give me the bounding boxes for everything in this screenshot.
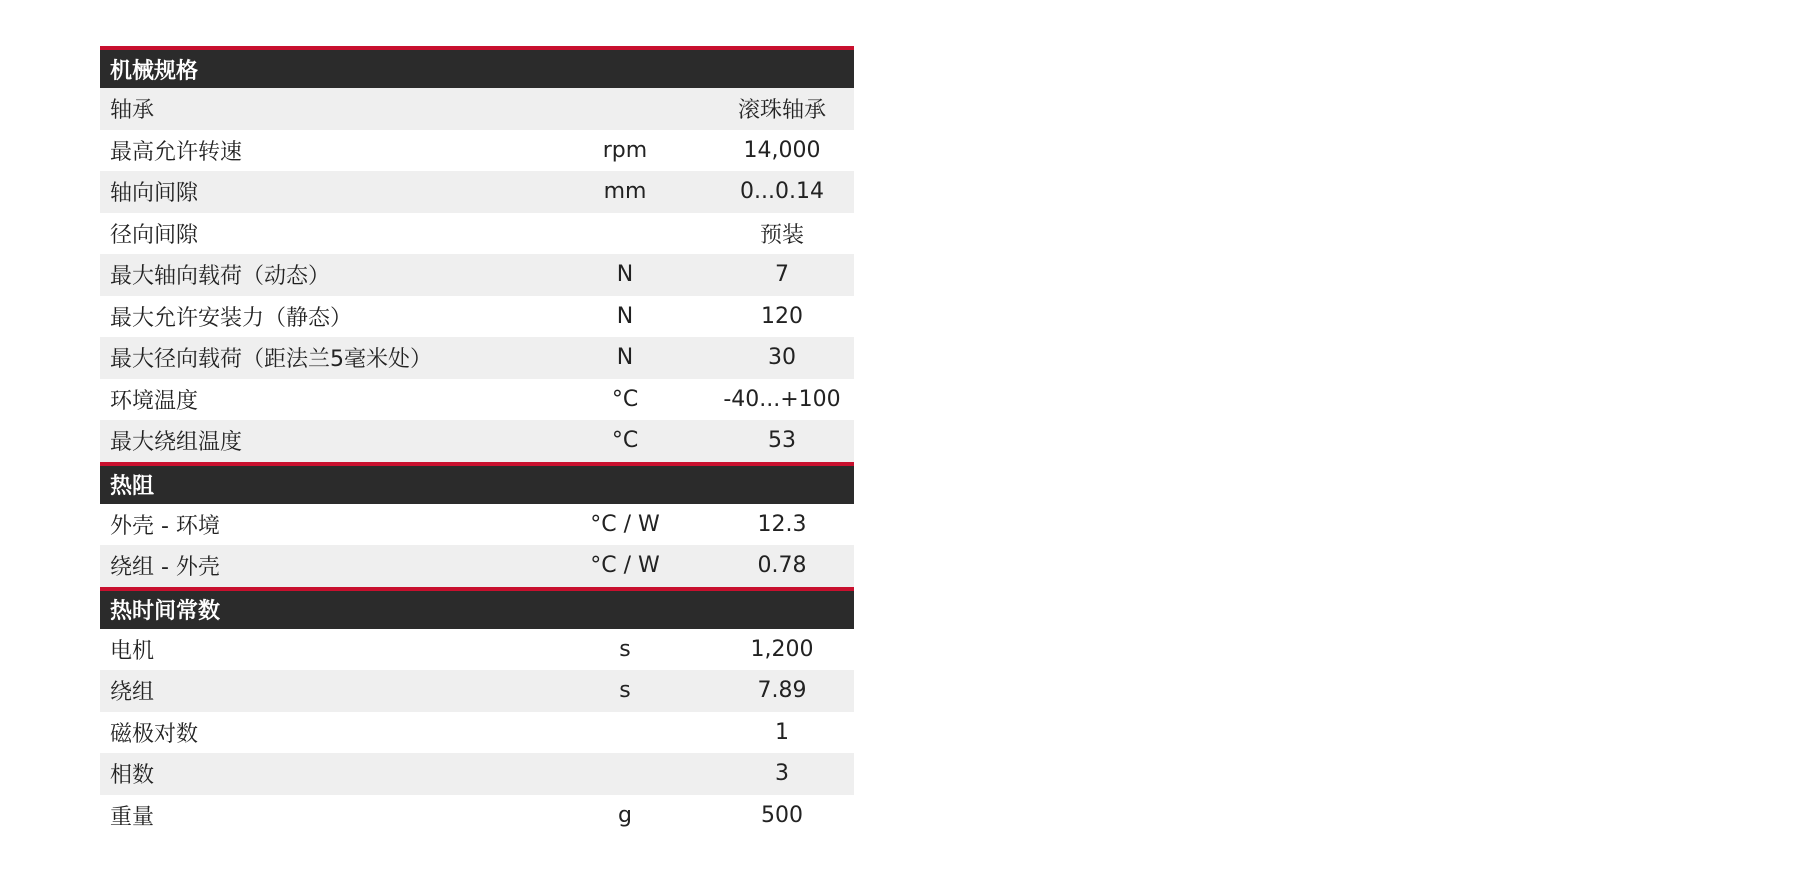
row-value: 53 — [768, 428, 796, 454]
section-header: 机械规格 — [100, 46, 854, 88]
row-label: 轴向间隙 — [110, 181, 199, 207]
row-label: 最大径向载荷（距法兰5毫米处） — [110, 347, 432, 373]
row-label: 最大轴向载荷（动态） — [110, 264, 331, 290]
table-row — [100, 629, 854, 671]
row-value: 预装 — [759, 222, 804, 248]
row-value: 0.78 — [757, 553, 807, 579]
table-row — [100, 213, 854, 255]
row-value: 3 — [775, 761, 789, 787]
spec-table — [100, 46, 854, 836]
row-label: 电机 — [110, 638, 155, 664]
row-label: 最高允许转速 — [110, 139, 243, 165]
row-label: 重量 — [110, 804, 155, 830]
table-row — [100, 753, 854, 795]
row-label: 轴承 — [110, 98, 155, 124]
section-thermal-resistance — [100, 462, 854, 587]
table-row — [100, 337, 854, 379]
row-unit: N — [616, 303, 634, 329]
row-unit: s — [619, 636, 631, 662]
row-unit: N — [616, 345, 634, 371]
section-header: 热阻 — [100, 462, 854, 504]
table-row — [100, 420, 854, 462]
row-label: 径向间隙 — [110, 222, 199, 248]
row-value: 7.89 — [757, 678, 807, 704]
section-thermal-time-constant — [100, 587, 854, 837]
row-value: 7 — [775, 262, 789, 288]
row-unit: mm — [603, 179, 647, 205]
table-row — [100, 254, 854, 296]
table-row — [100, 670, 854, 712]
row-unit: rpm — [602, 137, 648, 163]
table-row — [100, 130, 854, 172]
row-value: 500 — [761, 802, 803, 828]
row-value: -40...+100 — [723, 386, 841, 412]
row-value: 14,000 — [743, 137, 821, 163]
table-row — [100, 795, 854, 837]
row-label: 外壳 - 环境 — [110, 513, 220, 539]
row-label: 环境温度 — [110, 388, 199, 414]
row-unit: N — [616, 262, 634, 288]
table-row — [100, 504, 854, 546]
row-unit: °C — [611, 428, 639, 454]
table-row — [100, 379, 854, 421]
row-unit: s — [619, 678, 631, 704]
row-unit: °C / W — [590, 553, 660, 579]
row-value: 30 — [768, 345, 796, 371]
row-unit: g — [618, 802, 632, 828]
table-row — [100, 171, 854, 213]
row-value: 12.3 — [757, 511, 807, 537]
row-value: 0...0.14 — [740, 179, 824, 205]
section-mechanical — [100, 46, 854, 462]
table-row — [100, 296, 854, 338]
row-label: 相数 — [110, 763, 155, 789]
row-label: 最大绕组温度 — [110, 430, 243, 456]
row-unit: °C — [611, 386, 639, 412]
row-value: 1,200 — [750, 636, 814, 662]
row-label: 绕组 — [110, 680, 155, 706]
row-value: 滚珠轴承 — [737, 98, 826, 124]
table-row — [100, 712, 854, 754]
row-unit: °C / W — [590, 511, 660, 537]
section-header: 热时间常数 — [100, 587, 854, 629]
row-value: 120 — [761, 303, 803, 329]
table-row — [100, 88, 854, 130]
row-label: 最大允许安装力（静态） — [110, 305, 353, 331]
table-row — [100, 545, 854, 587]
row-label: 磁极对数 — [110, 721, 199, 747]
row-value: 1 — [775, 719, 789, 745]
row-label: 绕组 - 外壳 — [110, 555, 220, 581]
